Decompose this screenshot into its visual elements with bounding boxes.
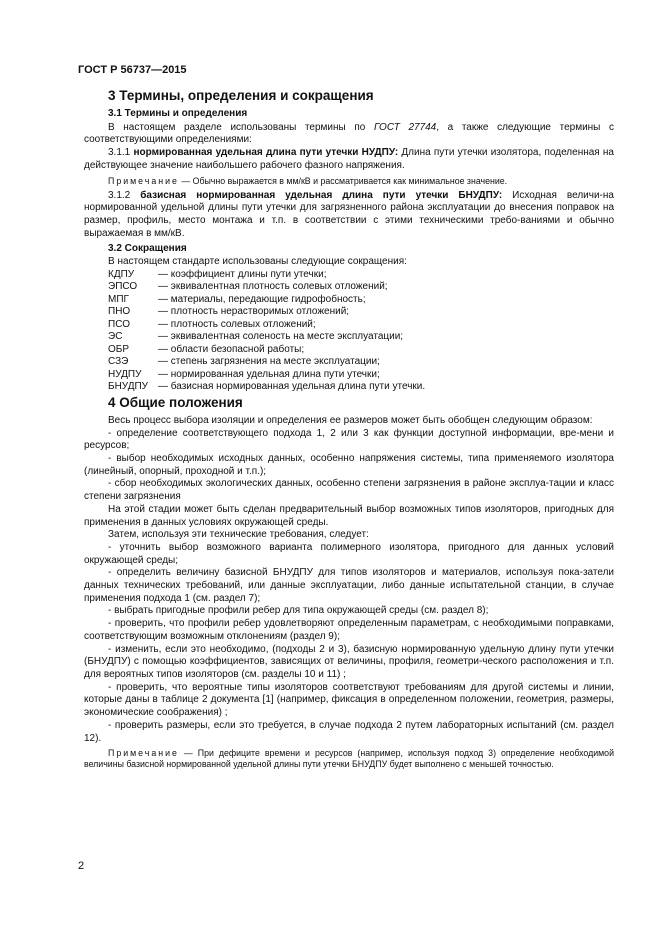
section-3-2-title: 3.2 Сокращения	[108, 242, 187, 254]
term-3-1-2: 3.1.2 базисная нормированная удельная длина пути утечки БНУДПУ: Исходная величи-на нормированной удельной длины пути утечки для загрязненного района эксплуатации до внесения поправок на размер, профиль, место монтажа и т.п. в соответствии с этими техническими требо-ваниями и обычно выражаемая в мм/кВ.	[84, 189, 614, 239]
abbr-row: БНУДПУ — базисная нормированная удельная длина пути утечки.	[108, 381, 426, 393]
list-item: - выбрать пригодные профили ребер для типа окружающей среды (см. раздел 8);	[108, 605, 489, 617]
section-3-1-title: 3.1 Термины и определения	[108, 108, 248, 119]
page-header: ГОСТ Р 56737—2015	[78, 64, 187, 76]
list-item: - изменить, если это необходимо, (подходы 2 и 3), базисную нормированную удельную длину пути утечки (БНУДПУ) с помощью коэффициентов, зависящих от величины, профиля, геометри-ческого расположения и т.п. для вероятных типов изоляторов (см. разделы 10 и 11) ;	[84, 643, 614, 680]
page-content	[84, 88, 614, 774]
gost-reference: ГОСТ 27744	[373, 121, 437, 133]
section-3-title: 3 Термины, определения и сокращения	[108, 88, 374, 103]
note-2: Примечание — При дефиците времени и ресурсов (например, используя подход 3) определение необходимой величины базисной нормированной удельной длины пути утечки БНУДПУ будет выполнено с меньшей точностью.	[84, 748, 614, 770]
abbr-row: ЭПСО — эквивалентная плотность солевых отложений;	[108, 281, 388, 293]
list-item: - проверить размеры, если это требуется, в случае подхода 2 путем лабораторных испытаний (см. раздел 12).	[84, 719, 614, 744]
abbr-row: ОБР — области безопасной работы;	[108, 343, 305, 355]
paragraph: Весь процесс выбора изоляции и определения ее размеров может быть обобщен следующим образом:	[108, 414, 593, 426]
list-item: - выбор необходимых исходных данных, особенно напряжения системы, типа применяемого изолятора (линейный, опорный, проходной и т.п.);	[84, 453, 614, 477]
note-1: Примечание — Обычно выражается в мм/кВ и рассматривается как минимальное значение.	[108, 175, 508, 186]
abbr-row: НУДПУ — нормированная удельная длина пути утечки;	[108, 368, 380, 380]
list-item: - уточнить выбор возможного варианта полимерного изолятора, пригодного для данных условий окружающей среды;	[84, 541, 614, 566]
abbr-row: МПГ — материалы, передающие гидрофобность;	[108, 293, 366, 305]
list-item: - определение соответствующего подхода 1, 2 или 3 как функции доступной информации, вре-мени и ресурсов;	[84, 427, 614, 452]
term-bnudpu: базисная нормированная удельная длина пути утечки БНУДПУ:	[140, 189, 503, 201]
paragraph: Затем, используя эти технические требования, следует:	[108, 529, 369, 541]
abbr-row: ПСО — плотность солевых отложений;	[108, 318, 316, 330]
abbr-row: КДПУ — коэффициент длины пути утечки;	[108, 268, 327, 280]
paragraph: На этой стадии может быть сделан предварительный выбор возможных типов изоляторов, пригодных для применения в данных условиях окружающей среды.	[84, 503, 614, 528]
page-number: 2	[78, 860, 85, 872]
term-3-1-1: 3.1.1 нормированная удельная длина пути утечки НУДПУ: Длина пути утечки изолятора, поделенная на действующее значение наибольшего рабочего фазного напряжения.	[84, 147, 614, 171]
abbr-row: ПНО — плотность нерастворимых отложений;	[108, 306, 350, 318]
terms-intro: В настоящем разделе использованы термины по ГОСТ 27744, а также следующие термины с соответствующими определениями:	[84, 121, 614, 146]
term-nudpu: нормированная удельная длина пути утечки НУДПУ:	[133, 147, 399, 159]
abbr-row: ЭС — эквивалентная соленость на месте эксплуатации;	[108, 331, 404, 343]
list-item: - определить величину базисной БНУДПУ для типов изоляторов и материалов, используя пока-затели данных технических требований, или данные эксплуатации, либо данные испытательной станции, в случае применения подхода 1 (см. раздел 7);	[84, 567, 614, 604]
abbreviation-list	[108, 269, 425, 394]
list-item: - проверить, что вероятные типы изоляторов соответствуют требованиям для другой системы и линии, которые даны в таблице 2 документа [1] (например, фиксация в определенном положении, геометрия, размеры, экономические соображения) ;	[84, 681, 614, 719]
abbr-row: СЗЭ — степень загрязнения на месте эксплуатации;	[108, 356, 380, 368]
list-item: - сбор необходимых экологических данных, особенно степени загрязнения в районе эксплуа-тации и класс степени загрязнения	[84, 478, 614, 503]
list-item: - проверить, что профили ребер удовлетворяют определенным параметрам, с необходимыми поправками, соответствующим возможным отклонениям (раздел 9);	[84, 618, 614, 642]
section-4-title: 4 Общие положения	[108, 394, 243, 410]
abbr-intro: В настоящем стандарте использованы следующие сокращения:	[108, 256, 407, 268]
